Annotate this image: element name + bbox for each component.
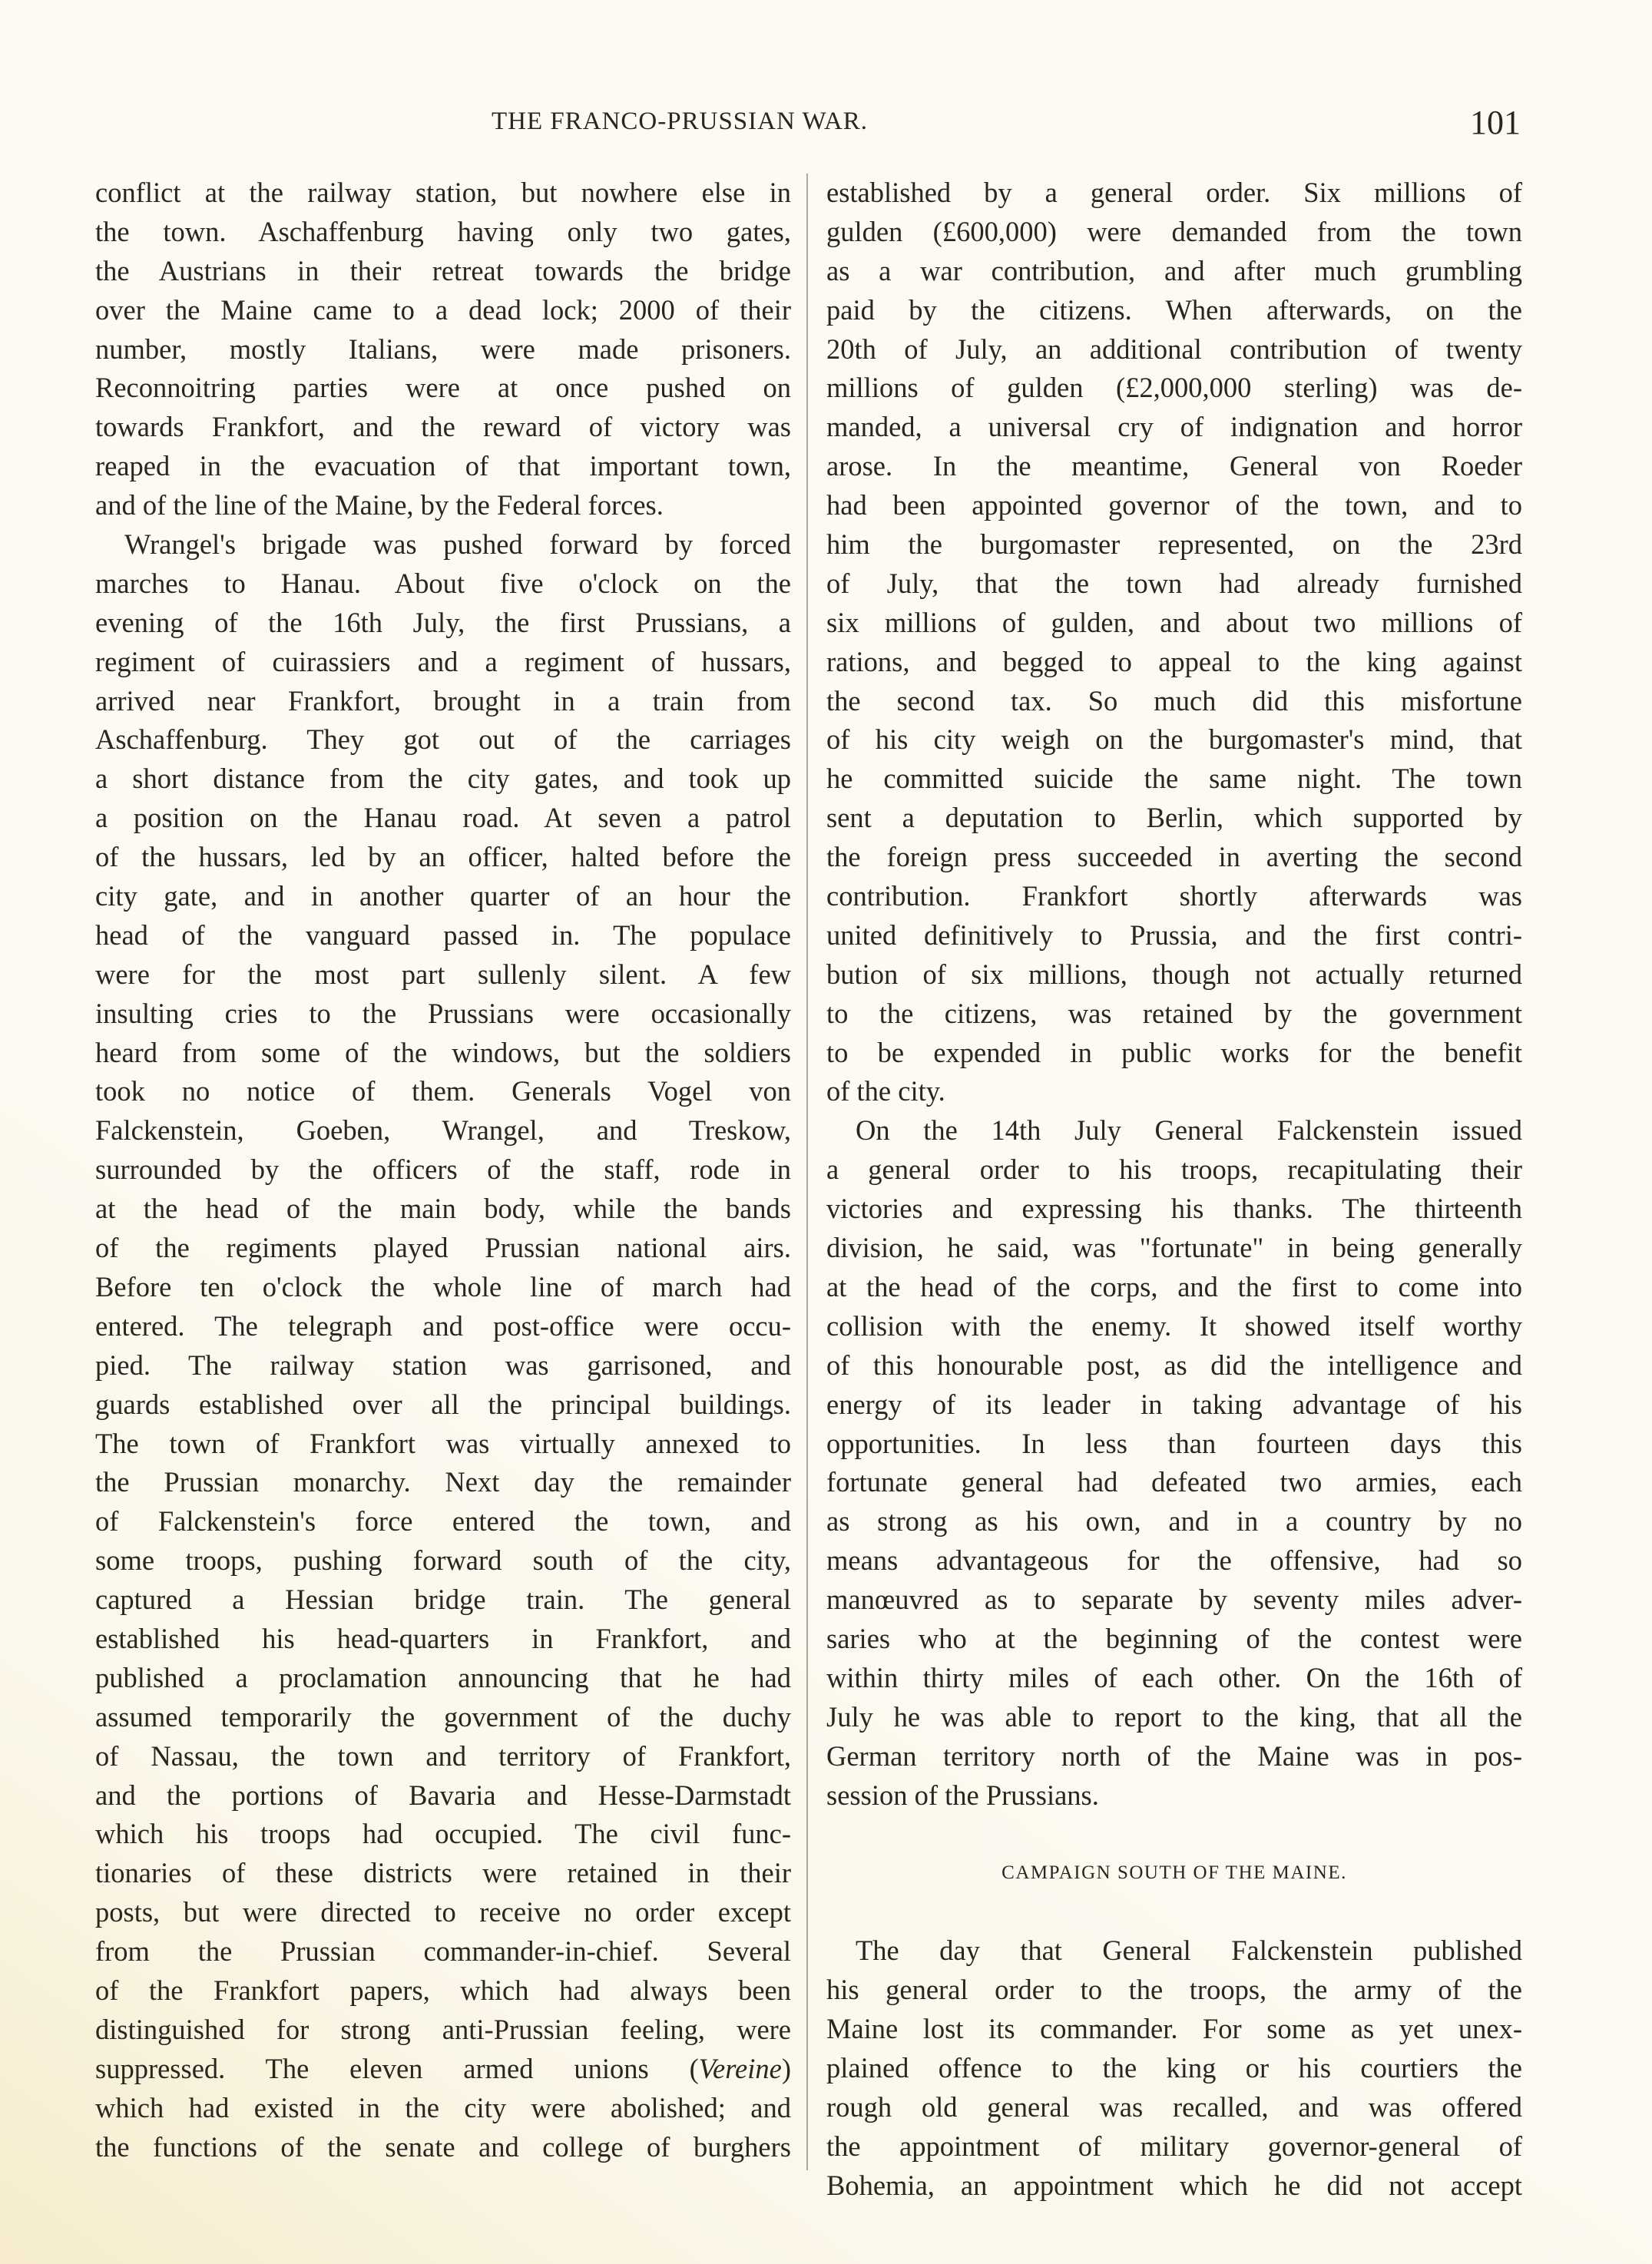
text-line <box>95 1229 791 1268</box>
line-text: plained offence to the king or his courtiers the <box>826 2052 1522 2084</box>
text-line <box>826 1268 1522 1307</box>
text-line <box>95 1425 791 1464</box>
text-line <box>826 643 1522 682</box>
text-line <box>826 486 1522 525</box>
text-line <box>826 1034 1522 1073</box>
text-line <box>826 291 1522 330</box>
text-line <box>95 1893 791 1932</box>
line-text: and of the line of the Maine, by the Federal forces. <box>95 489 664 521</box>
text-line <box>95 1815 791 1854</box>
line-text: captured a Hessian bridge train. The general <box>95 1584 791 1616</box>
line-text: towards Frankfort, and the reward of victory was <box>95 411 791 443</box>
text-line <box>95 1541 791 1580</box>
text-line <box>826 1541 1522 1580</box>
text-line <box>826 1659 1522 1698</box>
text-line <box>95 1150 791 1190</box>
line-text: guards established over all the principal buildings. <box>95 1388 791 1420</box>
line-text: some troops, pushing forward south of the city, <box>95 1544 791 1577</box>
line-text: and the portions of Bavaria and Hesse-Darmstadt <box>95 1779 791 1811</box>
text-line <box>826 330 1522 369</box>
line-text: Reconnoitring parties were at once pushed on <box>95 372 791 404</box>
line-text: of the Frankfort papers, which had always been <box>95 1974 791 2006</box>
line-text: from the Prussian commander-in-chief. Several <box>95 1935 791 1968</box>
text-line <box>826 1502 1522 1541</box>
text-line <box>95 1620 791 1659</box>
line-text: Before ten o'clock the whole line of march had <box>95 1270 791 1302</box>
text-line <box>95 174 791 213</box>
text-line <box>826 447 1522 486</box>
line-text: the foreign press succeeded in averting the second <box>826 841 1522 873</box>
line-text: to the citizens, was retained by the government <box>826 997 1522 1029</box>
text-line <box>826 1346 1522 1385</box>
text-line <box>826 720 1522 760</box>
text-line <box>95 643 791 682</box>
text-line <box>826 838 1522 877</box>
line-text: The town of Frankfort was virtually annexed to <box>95 1427 791 1459</box>
line-text: On the 14th July General Falckenstein issued <box>856 1114 1522 1147</box>
line-text: the town. Aschaffenburg having only two gates, <box>95 215 791 247</box>
text-line <box>826 1620 1522 1659</box>
text-line <box>95 1111 791 1150</box>
text-line <box>826 760 1522 799</box>
text-line <box>95 486 791 525</box>
line-text: of July, that the town had already furnished <box>826 567 1522 599</box>
text-line <box>95 877 791 916</box>
text-line <box>95 525 791 564</box>
text-line <box>826 1150 1522 1190</box>
line-text: German territory north of the Maine was in pos- <box>826 1739 1522 1772</box>
text-line <box>95 1580 791 1620</box>
line-text: energy of its leader in taking advantage of his <box>826 1388 1522 1420</box>
text-line <box>826 2088 1522 2127</box>
text-line <box>826 995 1522 1034</box>
line-text: took no notice of them. Generals Vogel von <box>95 1075 791 1107</box>
line-text: Maine lost its commander. For some as yet unex- <box>826 2013 1522 2045</box>
text-line <box>95 1190 791 1229</box>
line-text: July he was able to report to the king, that all the <box>826 1700 1522 1733</box>
text-line <box>95 760 791 799</box>
line-text: the appointment of military governor-general of <box>826 2130 1522 2162</box>
line-text: regiment of cuirassiers and a regiment of hussars, <box>95 645 791 677</box>
line-text: marches to Hanau. About five o'clock on the <box>95 567 791 599</box>
line-text: millions of gulden (£2,000,000 sterling) was de- <box>826 372 1522 404</box>
text-line <box>95 408 791 447</box>
italic-term: Vereine <box>698 2052 782 2084</box>
line-text: at the head of the corps, and the first to come into <box>826 1270 1522 1302</box>
line-text: entered. The telegraph and post-office were occu- <box>95 1309 791 1342</box>
line-text: tionaries of these districts were retained in their <box>95 1857 791 1889</box>
left-column <box>95 174 791 2166</box>
text-line <box>95 995 791 1034</box>
text-line <box>826 2166 1522 2206</box>
text-line <box>95 1659 791 1698</box>
line-text: as strong as his own, and in a country by no <box>826 1505 1522 1537</box>
text-line <box>826 525 1522 564</box>
text-line <box>95 1346 791 1385</box>
text-line <box>95 1034 791 1073</box>
line-text: established by a general order. Six millions of <box>826 177 1522 208</box>
text-line <box>826 799 1522 838</box>
line-text: of this honourable post, as did the intelligence and <box>826 1349 1522 1381</box>
text-line <box>95 291 791 330</box>
text-line <box>826 1737 1522 1776</box>
line-text: at the head of the main body, while the bands <box>95 1193 791 1225</box>
line-text: contribution. Frankfort shortly afterwards was <box>826 880 1522 912</box>
line-text: suppressed. The eleven armed unions ( <box>95 2052 699 2084</box>
line-text: he committed suicide the same night. The town <box>826 763 1522 795</box>
line-text: number, mostly Italians, were made prisoners. <box>95 333 791 365</box>
line-text: his general order to the troops, the army of the <box>826 1974 1522 2006</box>
text-line <box>826 252 1522 291</box>
text-line <box>826 1698 1522 1737</box>
line-text: assumed temporarily the government of the duchy <box>95 1700 791 1733</box>
right-column-text-top <box>826 174 1522 1815</box>
text-line <box>95 604 791 643</box>
page-number: 101 <box>1470 104 1521 141</box>
line-text: heard from some of the windows, but the soldiers <box>95 1036 791 1068</box>
line-text: sent a deputation to Berlin, which supported by <box>826 802 1522 834</box>
line-text: manded, a universal cry of indignation and horror <box>826 411 1522 443</box>
text-line <box>95 838 791 877</box>
line-text: insulting cries to the Prussians were occasionally <box>95 997 791 1029</box>
line-text: over the Maine came to a dead lock; 2000 of their <box>95 293 791 326</box>
line-text: manœuvred as to separate by seventy miles adver- <box>826 1584 1522 1616</box>
line-text: conflict at the railway station, but nowhere else in <box>95 177 791 208</box>
text-line <box>95 1385 791 1425</box>
text-line <box>95 2011 791 2050</box>
text-line <box>826 213 1522 252</box>
running-title: THE FRANCO-PRUSSIAN WAR. <box>492 108 869 135</box>
line-text: the functions of the senate and college of burghers <box>95 2130 791 2163</box>
text-line <box>95 1971 791 2011</box>
line-text: of the city. <box>826 1075 945 1107</box>
line-text: united definitively to Prussia, and the first contri- <box>826 919 1522 951</box>
text-line <box>826 955 1522 995</box>
line-text: session of the Prussians. <box>826 1779 1099 1811</box>
line-text: Bohemia, an appointment which he did not accept <box>826 2169 1522 2201</box>
right-column-text-bottom <box>826 1931 1522 2205</box>
text-line <box>826 2010 1522 2049</box>
text-line <box>95 1737 791 1776</box>
text-line <box>826 2127 1522 2166</box>
text-line <box>95 1072 791 1111</box>
text-line <box>95 2089 791 2128</box>
line-text: city gate, and in another quarter of an hour the <box>95 880 791 912</box>
text-line <box>95 955 791 995</box>
running-head <box>492 104 1521 146</box>
text-line <box>826 877 1522 916</box>
line-text: evening of the 16th July, the first Prussians, a <box>95 606 791 638</box>
text-line <box>95 369 791 408</box>
line-text: paid by the citizens. When afterwards, on the <box>826 293 1522 326</box>
line-text: of the hussars, led by an officer, halted before the <box>95 841 791 873</box>
line-text: Falckenstein, Goeben, Wrangel, and Treskow, <box>95 1114 791 1147</box>
line-text: saries who at the beginning of the contest were <box>826 1622 1522 1654</box>
text-line <box>826 682 1522 721</box>
text-line <box>95 1463 791 1502</box>
text-line <box>826 1307 1522 1346</box>
line-text: of the regiments played Prussian national airs. <box>95 1232 791 1264</box>
line-text: within thirty miles of each other. On the 16th of <box>826 1661 1522 1693</box>
line-text: the Prussian monarchy. Next day the remainder <box>95 1466 791 1498</box>
line-text: posts, but were directed to receive no order except <box>95 1896 791 1928</box>
text-line <box>95 1502 791 1541</box>
text-line <box>95 330 791 369</box>
text-line <box>95 2128 791 2167</box>
line-text: established his head-quarters in Frankfort, and <box>95 1622 791 1654</box>
line-text: reaped in the evacuation of that important town, <box>95 450 791 482</box>
text-line <box>826 1190 1522 1229</box>
line-text: arrived near Frankfort, brought in a train from <box>95 684 791 717</box>
line-text: means advantageous for the offensive, had so <box>826 1544 1522 1577</box>
line-text: had been appointed governor of the town, and to <box>826 489 1522 521</box>
line-text: which had existed in the city were abolished; and <box>95 2091 791 2123</box>
text-line <box>826 564 1522 604</box>
line-text: a general order to his troops, recapitulating their <box>826 1154 1522 1186</box>
text-line <box>95 1854 791 1893</box>
line-text: the Austrians in their retreat towards the bridge <box>95 254 791 286</box>
right-column <box>826 174 1522 2206</box>
line-text: victories and expressing his thanks. The thirteenth <box>826 1193 1522 1225</box>
text-line <box>95 213 791 252</box>
line-text: rations, and begged to appeal to the king against <box>826 645 1522 677</box>
text-line <box>826 1776 1522 1816</box>
text-line <box>95 2050 791 2089</box>
line-text: of Nassau, the town and territory of Frankfort, <box>95 1739 791 1772</box>
text-line <box>826 1111 1522 1150</box>
line-text: him the burgomaster represented, on the 23rd <box>826 528 1522 561</box>
text-line <box>95 1307 791 1346</box>
line-text: pied. The railway station was garrisoned, and <box>95 1349 791 1381</box>
line-text: to be expended in public works for the benefit <box>826 1036 1522 1068</box>
text-line <box>95 447 791 486</box>
text-line <box>826 1072 1522 1111</box>
text-line <box>95 799 791 838</box>
line-text: the second tax. So much did this misfortune <box>826 684 1522 717</box>
text-line <box>95 1698 791 1737</box>
line-text: fortunate general had defeated two armies, each <box>826 1466 1522 1498</box>
text-line <box>95 1268 791 1307</box>
line-text: head of the vanguard passed in. The populace <box>95 919 791 951</box>
text-line <box>826 1580 1522 1620</box>
line-text: Wrangel's brigade was pushed forward by forced <box>124 528 791 561</box>
line-text: 20th of July, an additional contribution of twenty <box>826 333 1522 365</box>
line-text: six millions of gulden, and about two millions of <box>826 606 1522 638</box>
text-line <box>826 1425 1522 1464</box>
text-line <box>826 916 1522 955</box>
text-line <box>95 252 791 291</box>
line-text: The day that General Falckenstein published <box>856 1935 1522 1967</box>
text-line <box>826 2049 1522 2088</box>
line-text: a position on the Hanau road. At seven a patrol <box>95 802 791 834</box>
text-line <box>826 1385 1522 1425</box>
line-text: were for the most part sullenly silent. A few <box>95 958 791 990</box>
text-line <box>95 720 791 760</box>
line-text: which his troops had occupied. The civil func- <box>95 1818 791 1850</box>
text-line <box>826 1931 1522 1971</box>
text-line <box>95 682 791 721</box>
section-heading: CAMPAIGN SOUTH OF THE MAINE. <box>1001 1862 1347 1884</box>
line-text: surrounded by the officers of the staff, rode in <box>95 1154 791 1186</box>
text-line <box>95 564 791 604</box>
line-text: collision with the enemy. It showed itself worthy <box>826 1309 1522 1342</box>
line-text: opportunities. In less than fourteen days this <box>826 1427 1522 1459</box>
line-text: a short distance from the city gates, and took up <box>95 763 791 795</box>
text-line <box>826 1463 1522 1502</box>
line-text: rough old general was recalled, and was offered <box>826 2090 1522 2123</box>
text-line <box>826 604 1522 643</box>
line-text: published a proclamation announcing that he had <box>95 1661 791 1693</box>
text-line <box>826 1229 1522 1268</box>
line-text-tail: ) <box>781 2052 791 2084</box>
text-line <box>95 916 791 955</box>
text-line <box>826 174 1522 213</box>
line-text: distinguished for strong anti-Prussian feeling, were <box>95 2013 791 2045</box>
line-text: gulden (£600,000) were demanded from the town <box>826 215 1522 247</box>
text-line <box>826 1971 1522 2010</box>
line-text: Aschaffenburg. They got out of the carriages <box>95 723 791 756</box>
line-text: division, he said, was "fortunate" in being generally <box>826 1232 1522 1264</box>
column-divider <box>806 174 808 2170</box>
line-text: as a war contribution, and after much grumbling <box>826 254 1522 286</box>
line-text: bution of six millions, though not actually returned <box>826 958 1522 990</box>
line-text: of his city weigh on the burgomaster's mind, that <box>826 723 1522 756</box>
text-line <box>95 1932 791 1971</box>
line-text: of Falckenstein's force entered the town, and <box>95 1505 791 1537</box>
text-line <box>826 408 1522 447</box>
text-line <box>826 369 1522 408</box>
text-line <box>95 1776 791 1816</box>
line-text: arose. In the meantime, General von Roeder <box>826 450 1522 482</box>
